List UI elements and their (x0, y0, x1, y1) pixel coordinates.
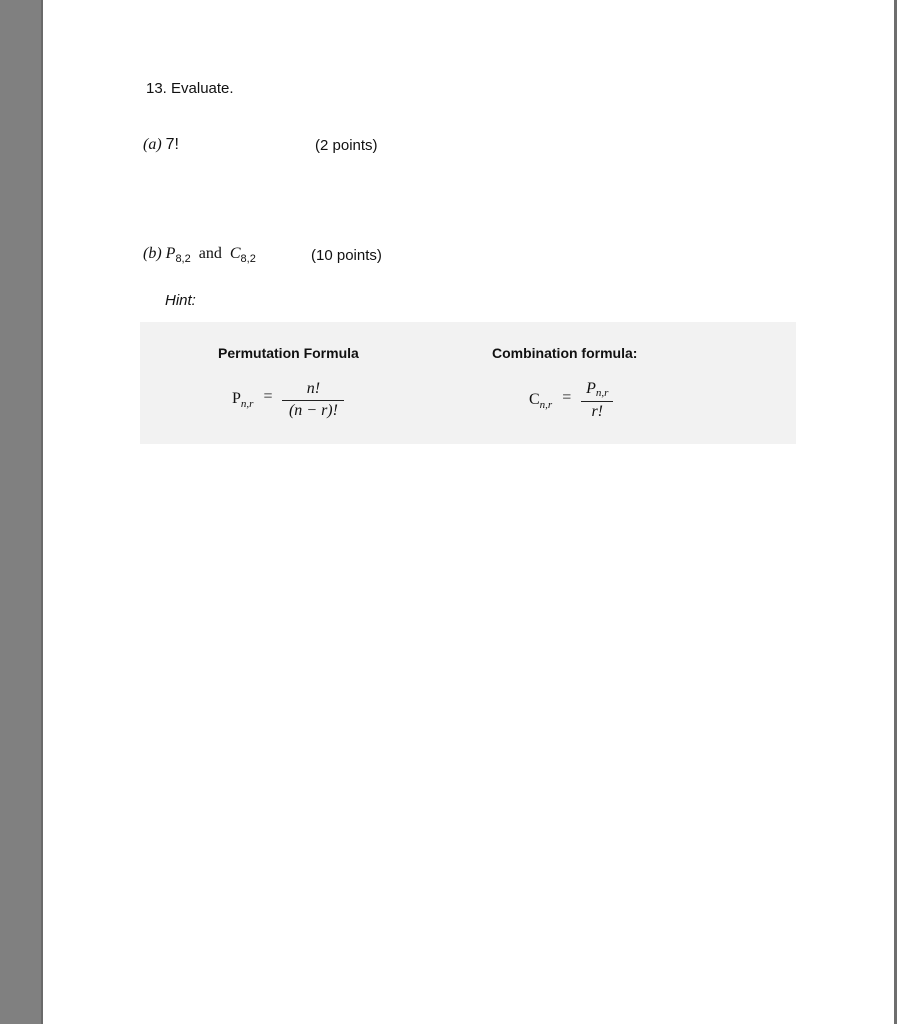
part-b-perm-sub: 8,2 (175, 253, 191, 265)
permutation-heading: Permutation Formula (218, 345, 359, 361)
part-b-comb-symbol: C (229, 245, 241, 262)
combination-fraction (581, 380, 613, 421)
combination-heading: Combination formula: (492, 345, 638, 361)
permutation-denominator: (n − r)! (288, 402, 338, 419)
permutation-fraction (282, 380, 344, 420)
part-a-expression: 7! (165, 136, 179, 153)
part-a-label (143, 136, 179, 154)
permutation-lhs-sub: n,r (240, 398, 254, 410)
permutation-equals: = (263, 388, 273, 405)
permutation-lhs (232, 390, 253, 410)
combination-equals: = (562, 388, 572, 406)
part-b-conjunction: and (198, 245, 222, 262)
part-b-prefix: (b) (143, 245, 162, 262)
part-b-perm-symbol: P (165, 245, 176, 262)
permutation-numerator: n! (282, 380, 344, 401)
combination-denominator: r! (591, 403, 604, 420)
combination-numerator (581, 380, 613, 402)
question-title: 13. Evaluate. (146, 80, 234, 97)
combination-lhs-symbol: C (529, 390, 540, 408)
combination-numerator-sub: n,r (595, 387, 609, 399)
combination-numerator-symbol: P (586, 380, 596, 397)
part-b-comb-sub: 8,2 (240, 253, 256, 265)
part-b-points: (10 points) (311, 247, 382, 264)
part-a-points: (2 points) (315, 137, 378, 154)
combination-formula (529, 380, 613, 421)
hint-label: Hint: (165, 292, 196, 309)
permutation-lhs-symbol: P (232, 390, 241, 407)
document-page (43, 0, 894, 1024)
part-a-prefix: (a) (143, 136, 162, 153)
combination-lhs (529, 391, 552, 411)
viewer-left-gutter (0, 0, 41, 1024)
part-b-label (143, 245, 256, 265)
combination-lhs-sub: n,r (539, 398, 553, 411)
hint-box (140, 322, 796, 444)
permutation-formula (232, 380, 344, 420)
